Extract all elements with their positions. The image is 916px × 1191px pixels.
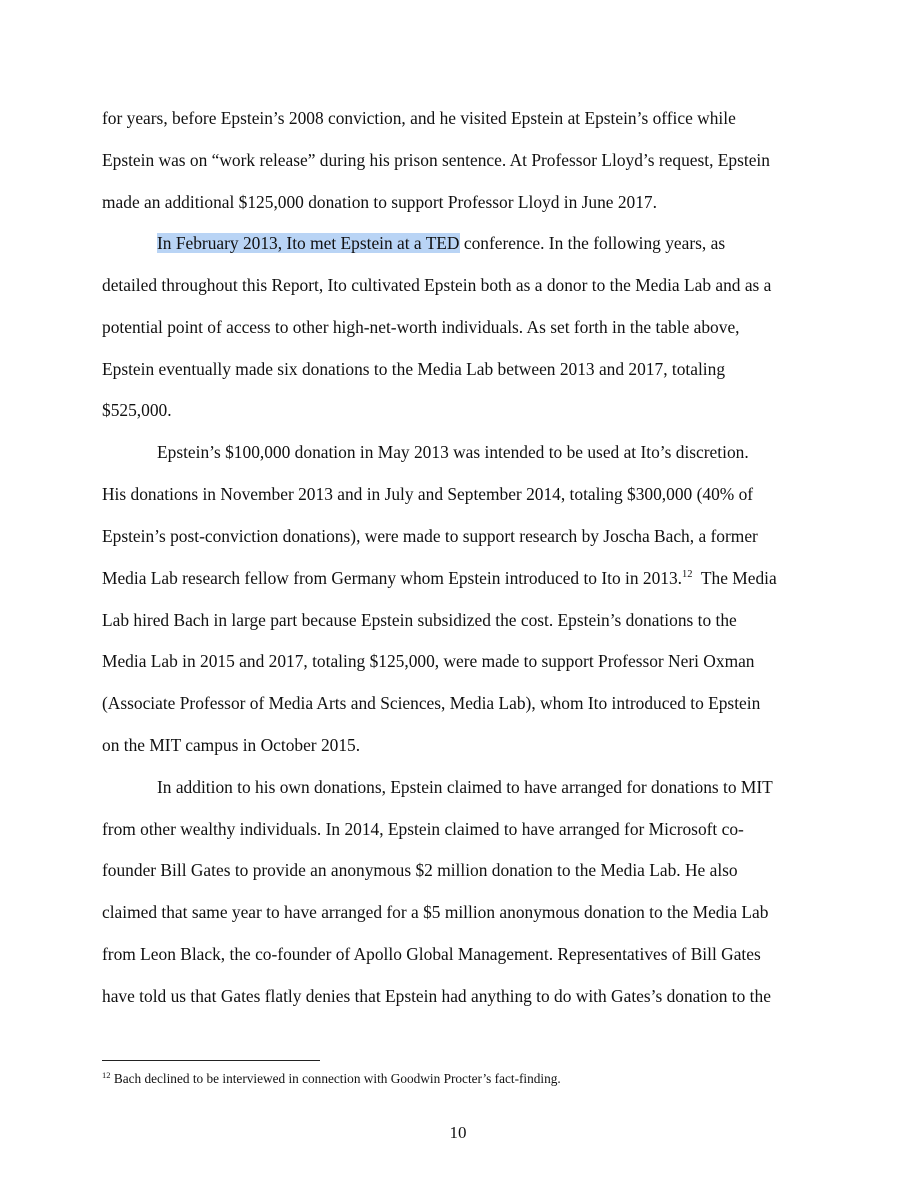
body-line: Media Lab in 2015 and 2017, totaling $125,000, were made to support Professor Neri Oxman bbox=[102, 651, 755, 671]
footnote-separator bbox=[102, 1060, 320, 1061]
body-line: potential point of access to other high-net-worth individuals. As set forth in the table above, bbox=[102, 317, 740, 337]
body-line bbox=[157, 232, 725, 254]
body-line: Epstein eventually made six donations to the Media Lab between 2013 and 2017, totaling bbox=[102, 359, 726, 379]
footnote-number: 12 bbox=[102, 1070, 111, 1080]
body-line: Epstein’s post-conviction donations), were made to support research by Joscha Bach, a former bbox=[102, 526, 758, 546]
body-line: for years, before Epstein’s 2008 conviction, and he visited Epstein at Epstein’s office while bbox=[102, 108, 736, 128]
body-text: The Media bbox=[692, 568, 777, 588]
body-line: $525,000. bbox=[102, 400, 172, 420]
body-line: In addition to his own donations, Epstein claimed to have arranged for donations to MIT bbox=[157, 777, 773, 797]
body-line: on the MIT campus in October 2015. bbox=[102, 735, 361, 755]
body-line: from other wealthy individuals. In 2014, Epstein claimed to have arranged for Microsoft co- bbox=[102, 819, 744, 839]
body-text: Media Lab research fellow from Germany whom Epstein introduced to Ito in 2013. bbox=[102, 568, 683, 588]
body-line: from Leon Black, the co-founder of Apollo Global Management. Representatives of Bill Gates bbox=[102, 944, 761, 964]
body-line: His donations in November 2013 and in July and September 2014, totaling $300,000 (40% of bbox=[102, 484, 754, 504]
body-line: have told us that Gates flatly denies that Epstein had anything to do with Gates’s donation to the bbox=[102, 986, 771, 1006]
footnote-text: Bach declined to be interviewed in connection with Goodwin Procter’s fact-finding. bbox=[110, 1071, 561, 1086]
page-number: 10 bbox=[449, 1123, 467, 1142]
footnote-reference[interactable]: 12 bbox=[682, 569, 693, 580]
body-line: Lab hired Bach in large part because Epstein subsidized the cost. Epstein’s donations to the bbox=[102, 610, 737, 630]
body-text: conference. In the following years, as bbox=[459, 233, 726, 253]
body-line: detailed throughout this Report, Ito cultivated Epstein both as a donor to the Media Lab and as a bbox=[102, 275, 772, 295]
body-line: claimed that same year to have arranged for a $5 million anonymous donation to the Media Lab bbox=[102, 902, 769, 922]
body-line: made an additional $125,000 donation to support Professor Lloyd in June 2017. bbox=[102, 192, 657, 212]
footnote bbox=[102, 1070, 561, 1088]
body-line: (Associate Professor of Media Arts and Sciences, Media Lab), whom Ito introduced to Epstein bbox=[102, 693, 761, 713]
body-line: Epstein’s $100,000 donation in May 2013 was intended to be used at Ito’s discretion. bbox=[157, 442, 749, 462]
body-line bbox=[102, 567, 777, 589]
body-line: Epstein was on “work release” during his prison sentence. At Professor Lloyd’s request, Epstein bbox=[102, 150, 770, 170]
body-line: founder Bill Gates to provide an anonymous $2 million donation to the Media Lab. He also bbox=[102, 860, 738, 880]
highlighted-selection[interactable]: In February 2013, Ito met Epstein at a TED bbox=[157, 233, 460, 253]
